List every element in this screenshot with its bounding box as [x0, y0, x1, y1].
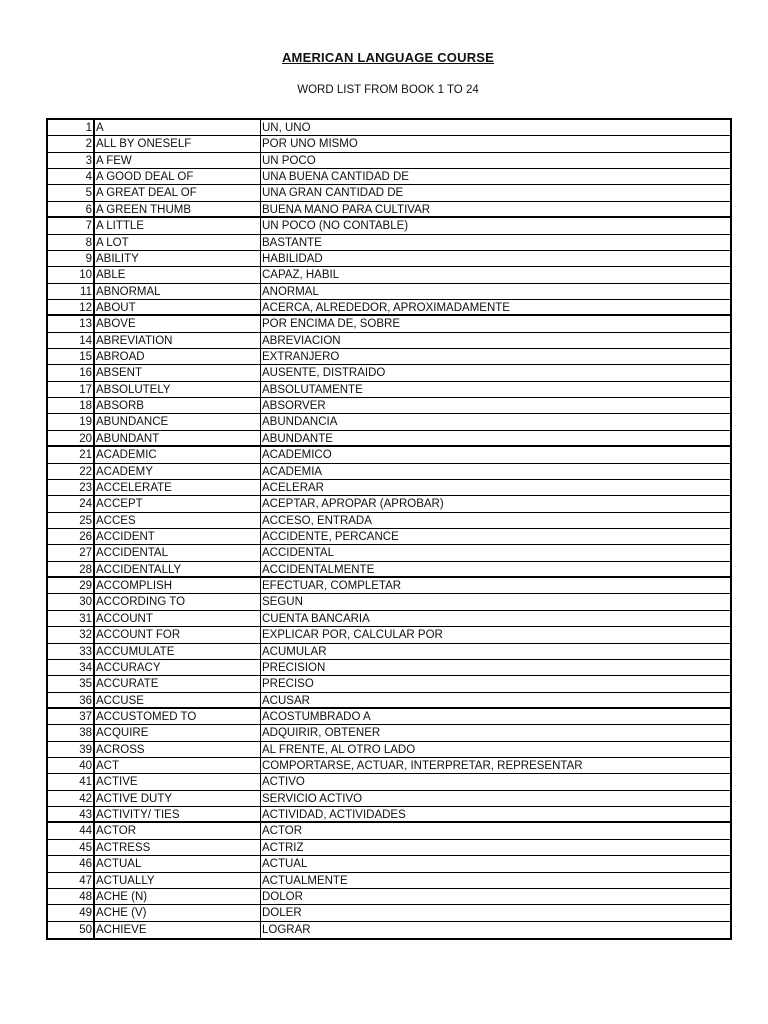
english-term: ACHE (N) [95, 889, 261, 904]
english-term: ACCIDENTAL [95, 545, 261, 560]
table-row [48, 905, 730, 921]
english-term: A GREEN THUMB [95, 202, 261, 216]
row-number: 31 [48, 611, 95, 626]
english-term: ACCUSE [95, 693, 261, 707]
spanish-translation: ACTIVIDAD, ACTIVIDADES [262, 809, 406, 822]
english-term: A GOOD DEAL OF [95, 169, 261, 184]
english-term: ABREVIATION [95, 333, 261, 348]
row-number: 17 [48, 382, 95, 397]
row-number: 4 [48, 169, 95, 184]
spanish-translation: ACELERAR [262, 481, 324, 494]
english-term: ACTOR [95, 823, 261, 838]
spanish-translation: BASTANTE [262, 236, 322, 249]
english-term: ACHIEVE [95, 922, 261, 938]
english-term: ABOUT [95, 300, 261, 314]
table-row [48, 398, 730, 414]
table-row [48, 120, 730, 136]
english-term: ABSOLUTELY [95, 382, 261, 397]
row-number: 15 [48, 349, 95, 364]
english-term: ACCUSTOMED TO [95, 709, 261, 724]
table-row [48, 496, 730, 512]
english-term: ACCELERATE [95, 480, 261, 495]
table-row [48, 202, 730, 218]
spanish-translation: ANORMAL [262, 285, 319, 298]
spanish-translation: CUENTA BANCARIA [262, 612, 370, 625]
row-number: 30 [48, 594, 95, 609]
spanish-translation: PRECISION [262, 661, 326, 674]
spanish-translation: COMPORTARSE, ACTUAR, INTERPRETAR, REPRESENTAR [262, 760, 583, 773]
english-term: A GREAT DEAL OF [95, 185, 261, 200]
table-row [48, 349, 730, 365]
english-term: ACCOUNT FOR [95, 627, 261, 642]
row-number: 3 [48, 153, 95, 168]
row-number: 47 [48, 873, 95, 888]
english-term: ACADEMIC [95, 447, 261, 462]
english-term: ACTIVITY/ TIES [95, 807, 261, 821]
row-number: 11 [48, 284, 95, 299]
table-row [48, 153, 730, 169]
spanish-translation: UN POCO [262, 154, 316, 167]
table-row [48, 365, 730, 381]
row-number: 45 [48, 840, 95, 855]
row-number: 37 [48, 709, 95, 724]
table-row [48, 742, 730, 758]
english-term: ACT [95, 758, 261, 773]
spanish-translation: ACADEMIA [262, 465, 323, 478]
row-number: 36 [48, 693, 95, 707]
spanish-translation: ACTRIZ [262, 841, 304, 854]
table-row [48, 267, 730, 283]
table-row [48, 676, 730, 692]
table-row [48, 545, 730, 561]
row-number: 19 [48, 414, 95, 429]
spanish-translation: AUSENTE, DISTRAIDO [262, 367, 386, 380]
document-subtitle: WORD LIST FROM BOOK 1 TO 24 [297, 84, 479, 96]
row-number: 25 [48, 513, 95, 528]
spanish-translation: PRECISO [262, 678, 314, 691]
english-term: ACCUMULATE [95, 644, 261, 659]
row-number: 27 [48, 545, 95, 560]
row-number: 1 [48, 120, 95, 135]
table-row [48, 594, 730, 610]
table-row [48, 251, 730, 267]
spanish-translation: ACUMULAR [262, 645, 327, 658]
english-term: ACCOUNT [95, 611, 261, 626]
spanish-translation: ABSOLUTAMENTE [262, 383, 363, 396]
row-number: 32 [48, 627, 95, 642]
english-term: ACTUAL [95, 856, 261, 871]
spanish-translation: ABUNDANCIA [262, 416, 338, 429]
spanish-translation: EFECTUAR, COMPLETAR [262, 580, 402, 593]
table-row [48, 529, 730, 545]
spanish-translation: ACTUALMENTE [262, 874, 348, 887]
english-term: A LITTLE [95, 218, 261, 233]
table-row [48, 709, 730, 725]
english-term: ACCOMPLISH [95, 578, 261, 593]
english-term: ACTIVE DUTY [95, 791, 261, 806]
table-row [48, 856, 730, 872]
spanish-translation: ACCIDENTALMENTE [262, 563, 375, 576]
spanish-translation: ABREVIACION [262, 334, 341, 347]
spanish-translation: ACTOR [262, 825, 303, 838]
spanish-translation: AL FRENTE, AL OTRO LADO [262, 743, 416, 756]
spanish-translation: ABSORVER [262, 400, 326, 413]
table-row [48, 873, 730, 889]
english-term: ACCIDENTALLY [95, 562, 261, 576]
row-number: 43 [48, 807, 95, 821]
row-number: 23 [48, 480, 95, 495]
row-number: 40 [48, 758, 95, 773]
table-row [48, 185, 730, 201]
spanish-translation: ACADEMICO [262, 449, 332, 462]
word-list-table [46, 118, 732, 940]
english-term: ACQUIRE [95, 725, 261, 740]
table-row [48, 693, 730, 709]
table-row [48, 823, 730, 839]
row-number: 44 [48, 823, 95, 838]
row-number: 49 [48, 905, 95, 920]
table-row [48, 480, 730, 496]
row-number: 16 [48, 365, 95, 380]
spanish-translation: UNA BUENA CANTIDAD DE [262, 171, 409, 184]
spanish-translation: CAPAZ, HABIL [262, 269, 340, 282]
table-row [48, 447, 730, 463]
english-term: ABNORMAL [95, 284, 261, 299]
english-term: ACCIDENT [95, 529, 261, 544]
table-row [48, 218, 730, 234]
row-number: 13 [48, 316, 95, 331]
table-row [48, 644, 730, 660]
row-number: 29 [48, 578, 95, 593]
table-row [48, 333, 730, 349]
table-row [48, 136, 730, 152]
table-row [48, 284, 730, 300]
row-number: 41 [48, 774, 95, 789]
row-number: 10 [48, 267, 95, 282]
row-number: 18 [48, 398, 95, 413]
row-number: 38 [48, 725, 95, 740]
english-term: ACCURACY [95, 660, 261, 675]
spanish-translation: ACCIDENTAL [262, 547, 334, 560]
table-row [48, 922, 730, 938]
table-row [48, 464, 730, 480]
spanish-translation: ACOSTUMBRADO A [262, 710, 371, 723]
table-row [48, 414, 730, 430]
spanish-translation: EXTRANJERO [262, 351, 340, 364]
table-row [48, 627, 730, 643]
spanish-translation: ACTUAL [262, 858, 308, 871]
row-number: 22 [48, 464, 95, 479]
english-term: ACCES [95, 513, 261, 528]
table-row [48, 725, 730, 741]
spanish-translation: ACCIDENTE, PERCANCE [262, 530, 399, 543]
row-number: 9 [48, 251, 95, 266]
table-row [48, 513, 730, 529]
table-row [48, 578, 730, 594]
english-term: ACCORDING TO [95, 594, 261, 609]
row-number: 2 [48, 136, 95, 151]
english-term: ABUNDANT [95, 431, 261, 445]
spanish-translation: BUENA MANO PARA CULTIVAR [262, 203, 431, 216]
table-row [48, 300, 730, 316]
row-number: 28 [48, 562, 95, 576]
spanish-translation: EXPLICAR POR, CALCULAR POR [262, 629, 443, 642]
table-row [48, 611, 730, 627]
table-row [48, 431, 730, 447]
english-term: ABROAD [95, 349, 261, 364]
english-term: ACCURATE [95, 676, 261, 691]
row-number: 50 [48, 922, 95, 938]
english-term: ABOVE [95, 316, 261, 331]
english-term: ACTUALLY [95, 873, 261, 888]
table-row [48, 235, 730, 251]
spanish-translation: ACERCA, ALREDEDOR, APROXIMADAMENTE [262, 301, 510, 314]
spanish-translation: UN, UNO [262, 122, 311, 134]
spanish-translation: POR ENCIMA DE, SOBRE [262, 318, 401, 331]
table-row [48, 758, 730, 774]
row-number: 20 [48, 431, 95, 445]
row-number: 8 [48, 235, 95, 250]
english-term: ACTIVE [95, 774, 261, 789]
english-term: ACADEMY [95, 464, 261, 479]
row-number: 33 [48, 644, 95, 659]
row-number: 14 [48, 333, 95, 348]
english-term: ABLE [95, 267, 261, 282]
row-number: 5 [48, 185, 95, 200]
table-row [48, 774, 730, 790]
english-term: ACTRESS [95, 840, 261, 855]
table-row [48, 889, 730, 905]
english-term: ACHE (V) [95, 905, 261, 920]
english-term: ACCEPT [95, 496, 261, 511]
table-row [48, 382, 730, 398]
english-term: ALL BY ONESELF [95, 136, 261, 151]
row-number: 12 [48, 300, 95, 314]
row-number: 24 [48, 496, 95, 511]
english-term: ABUNDANCE [95, 414, 261, 429]
spanish-translation: SERVICIO ACTIVO [262, 792, 363, 805]
english-term: ACROSS [95, 742, 261, 757]
spanish-translation: ACUSAR [262, 694, 310, 707]
spanish-translation: ACTIVO [262, 776, 305, 789]
row-number: 7 [48, 218, 95, 233]
spanish-translation: SEGUN [262, 596, 303, 609]
table-row [48, 169, 730, 185]
spanish-translation: ABUNDANTE [262, 432, 333, 445]
row-number: 21 [48, 447, 95, 462]
row-number: 39 [48, 742, 95, 757]
row-number: 48 [48, 889, 95, 904]
english-term: ABSENT [95, 365, 261, 380]
row-number: 34 [48, 660, 95, 675]
english-term: A LOT [95, 235, 261, 250]
row-number: 26 [48, 529, 95, 544]
table-row [48, 840, 730, 856]
spanish-translation: LOGRAR [262, 923, 311, 936]
spanish-translation: HABILIDAD [262, 252, 323, 265]
spanish-translation: UN POCO (NO CONTABLE) [262, 220, 409, 233]
spanish-translation: ACEPTAR, APROPAR (APROBAR) [262, 498, 444, 511]
spanish-translation: ADQUIRIR, OBTENER [262, 727, 381, 740]
table-row [48, 562, 730, 578]
english-term: ABSORB [95, 398, 261, 413]
english-term: A [95, 120, 261, 135]
spanish-translation: UNA GRAN CANTIDAD DE [262, 187, 404, 200]
spanish-translation: ACCESO, ENTRADA [262, 514, 372, 527]
row-number: 35 [48, 676, 95, 691]
spanish-translation: DOLER [262, 907, 302, 920]
row-number: 6 [48, 202, 95, 216]
table-row [48, 660, 730, 676]
spanish-translation: DOLOR [262, 890, 303, 903]
english-term: A FEW [95, 153, 261, 168]
row-number: 42 [48, 791, 95, 806]
row-number: 46 [48, 856, 95, 871]
spanish-translation: POR UNO MISMO [262, 138, 358, 151]
document-title: AMERICAN LANGUAGE COURSE [281, 50, 495, 65]
table-row [48, 316, 730, 332]
table-row [48, 791, 730, 807]
table-row [48, 807, 730, 823]
english-term: ABILITY [95, 251, 261, 266]
